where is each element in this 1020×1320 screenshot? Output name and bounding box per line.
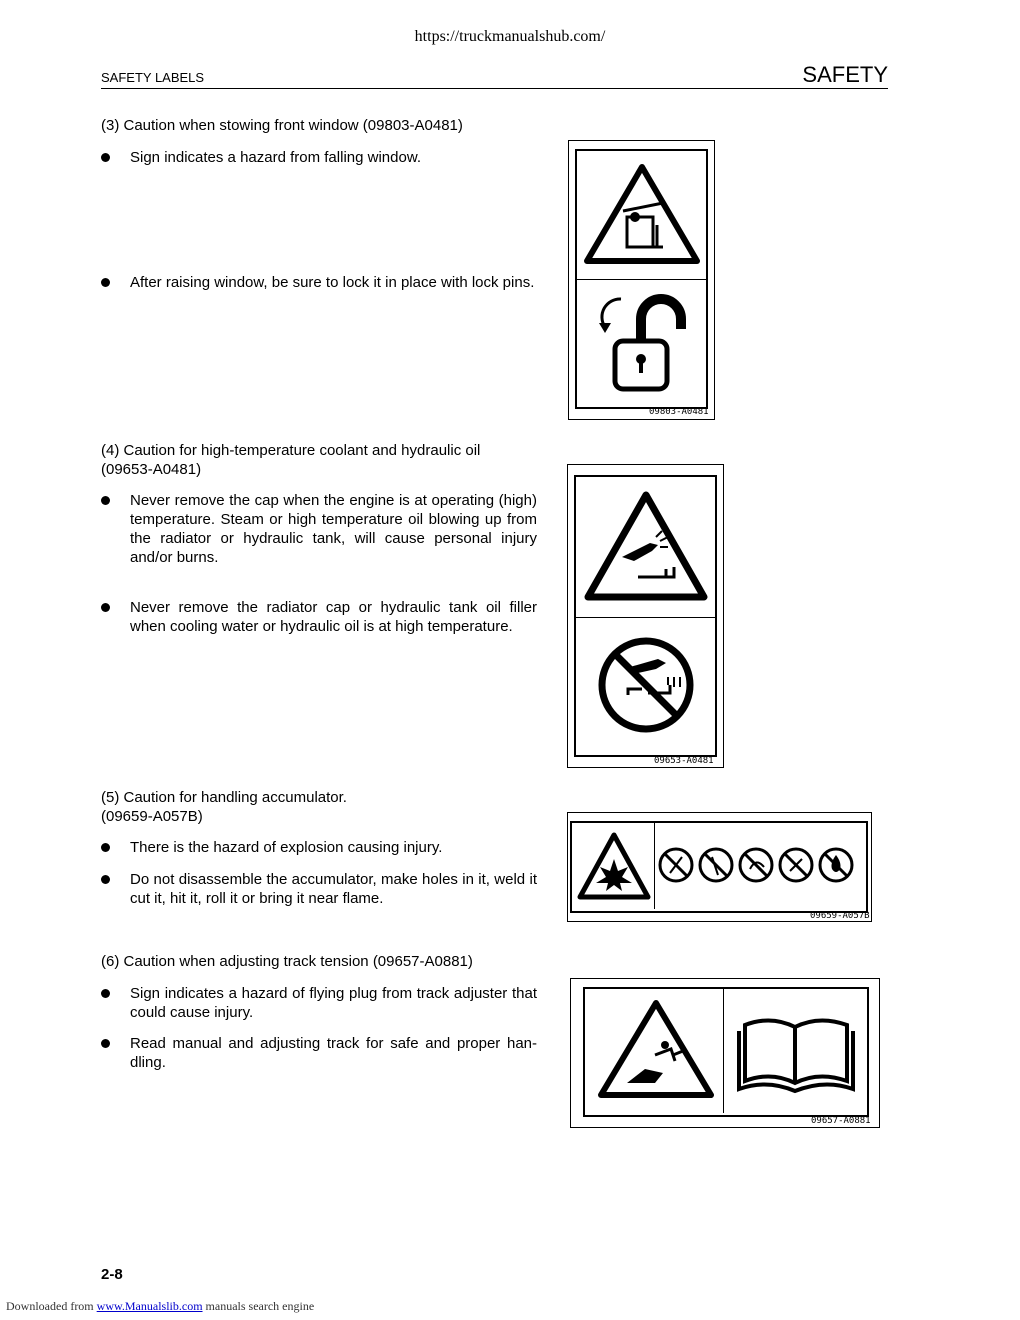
flying-plug-warning-icon xyxy=(593,995,719,1105)
bullet-dot xyxy=(101,1039,110,1048)
bullet-dot xyxy=(101,843,110,852)
item-3-title: (3) Caution when stowing front window (09803-A0481) xyxy=(101,117,463,134)
item-4-bullet-2: Never remove the radiator cap or hydraulic tank oil filler when cooling water or hydraulic oil is at high temperature. xyxy=(101,598,537,636)
bullet-dot xyxy=(101,989,110,998)
label-code: 09657-A0881 xyxy=(811,1116,871,1126)
bullet-dot xyxy=(101,875,110,884)
item-6-title: (6) Caution when adjusting track tension (09657-A0881) xyxy=(101,953,473,970)
item-5-bullet-1: There is the hazard of explosion causing injury. xyxy=(101,838,537,857)
item-4-title: (4) Caution for high-temperature coolant and hydraulic oil (09653-A0481) xyxy=(101,442,481,478)
page-number: 2-8 xyxy=(101,1266,123,1283)
label-09659-a057b xyxy=(567,812,872,922)
label-09657-a0881 xyxy=(570,978,880,1128)
hot-fluid-warning-icon xyxy=(582,485,710,609)
item-6-bullet-1: Sign indicates a hazard of flying plug from track adjuster that could cause injury. xyxy=(101,984,537,1022)
lock-pin-icon xyxy=(591,289,691,399)
explosion-warning-icon xyxy=(576,829,652,903)
bullet-dot xyxy=(101,153,110,162)
label-code: 09659-A057B xyxy=(810,911,870,921)
label-code: 09803-A0481 xyxy=(649,407,709,417)
source-url[interactable]: https://truckmanualshub.com/ xyxy=(414,28,606,45)
item-3-bullet-1: Sign indicates a hazard from falling window. xyxy=(101,148,537,167)
item-6-bullet-2: Read manual and adjusting track for safe and proper han-dling. xyxy=(101,1034,537,1072)
manualslib-link[interactable]: www.Manualslib.com xyxy=(96,1299,203,1313)
section-header-left: SAFETY LABELS xyxy=(101,70,205,85)
label-09803-a0481 xyxy=(568,140,715,420)
item-5-title: (5) Caution for handling accumulator. (09659-A057B) xyxy=(101,789,347,825)
no-open-cap-icon xyxy=(594,633,698,737)
label-09653-a0481 xyxy=(567,464,724,768)
bullet-dot xyxy=(101,278,110,287)
header-rule xyxy=(101,88,888,89)
download-footer: Downloaded from www.Manualslib.com manuals search engine xyxy=(6,1299,315,1313)
section-header-right: SAFETY xyxy=(802,62,888,87)
prohibition-icons xyxy=(656,845,862,885)
bullet-dot xyxy=(101,603,110,612)
item-4-bullet-1: Never remove the cap when the engine is at operating (high) temperature. Steam or high temperature oil blowing up from the radiator or hydraulic tank, will cause personal injury and/or burns. xyxy=(101,491,537,567)
falling-window-warning-icon xyxy=(579,155,705,275)
item-3-bullet-2: After raising window, be sure to lock it in place with lock pins. xyxy=(101,273,537,292)
bullet-dot xyxy=(101,496,110,505)
label-code: 09653-A0481 xyxy=(654,756,714,766)
item-5-bullet-2: Do not disassemble the accumulator, make holes in it, weld it cut it, hit it, roll it or bring it near flame. xyxy=(101,870,537,908)
read-manual-book-icon xyxy=(737,1015,855,1095)
